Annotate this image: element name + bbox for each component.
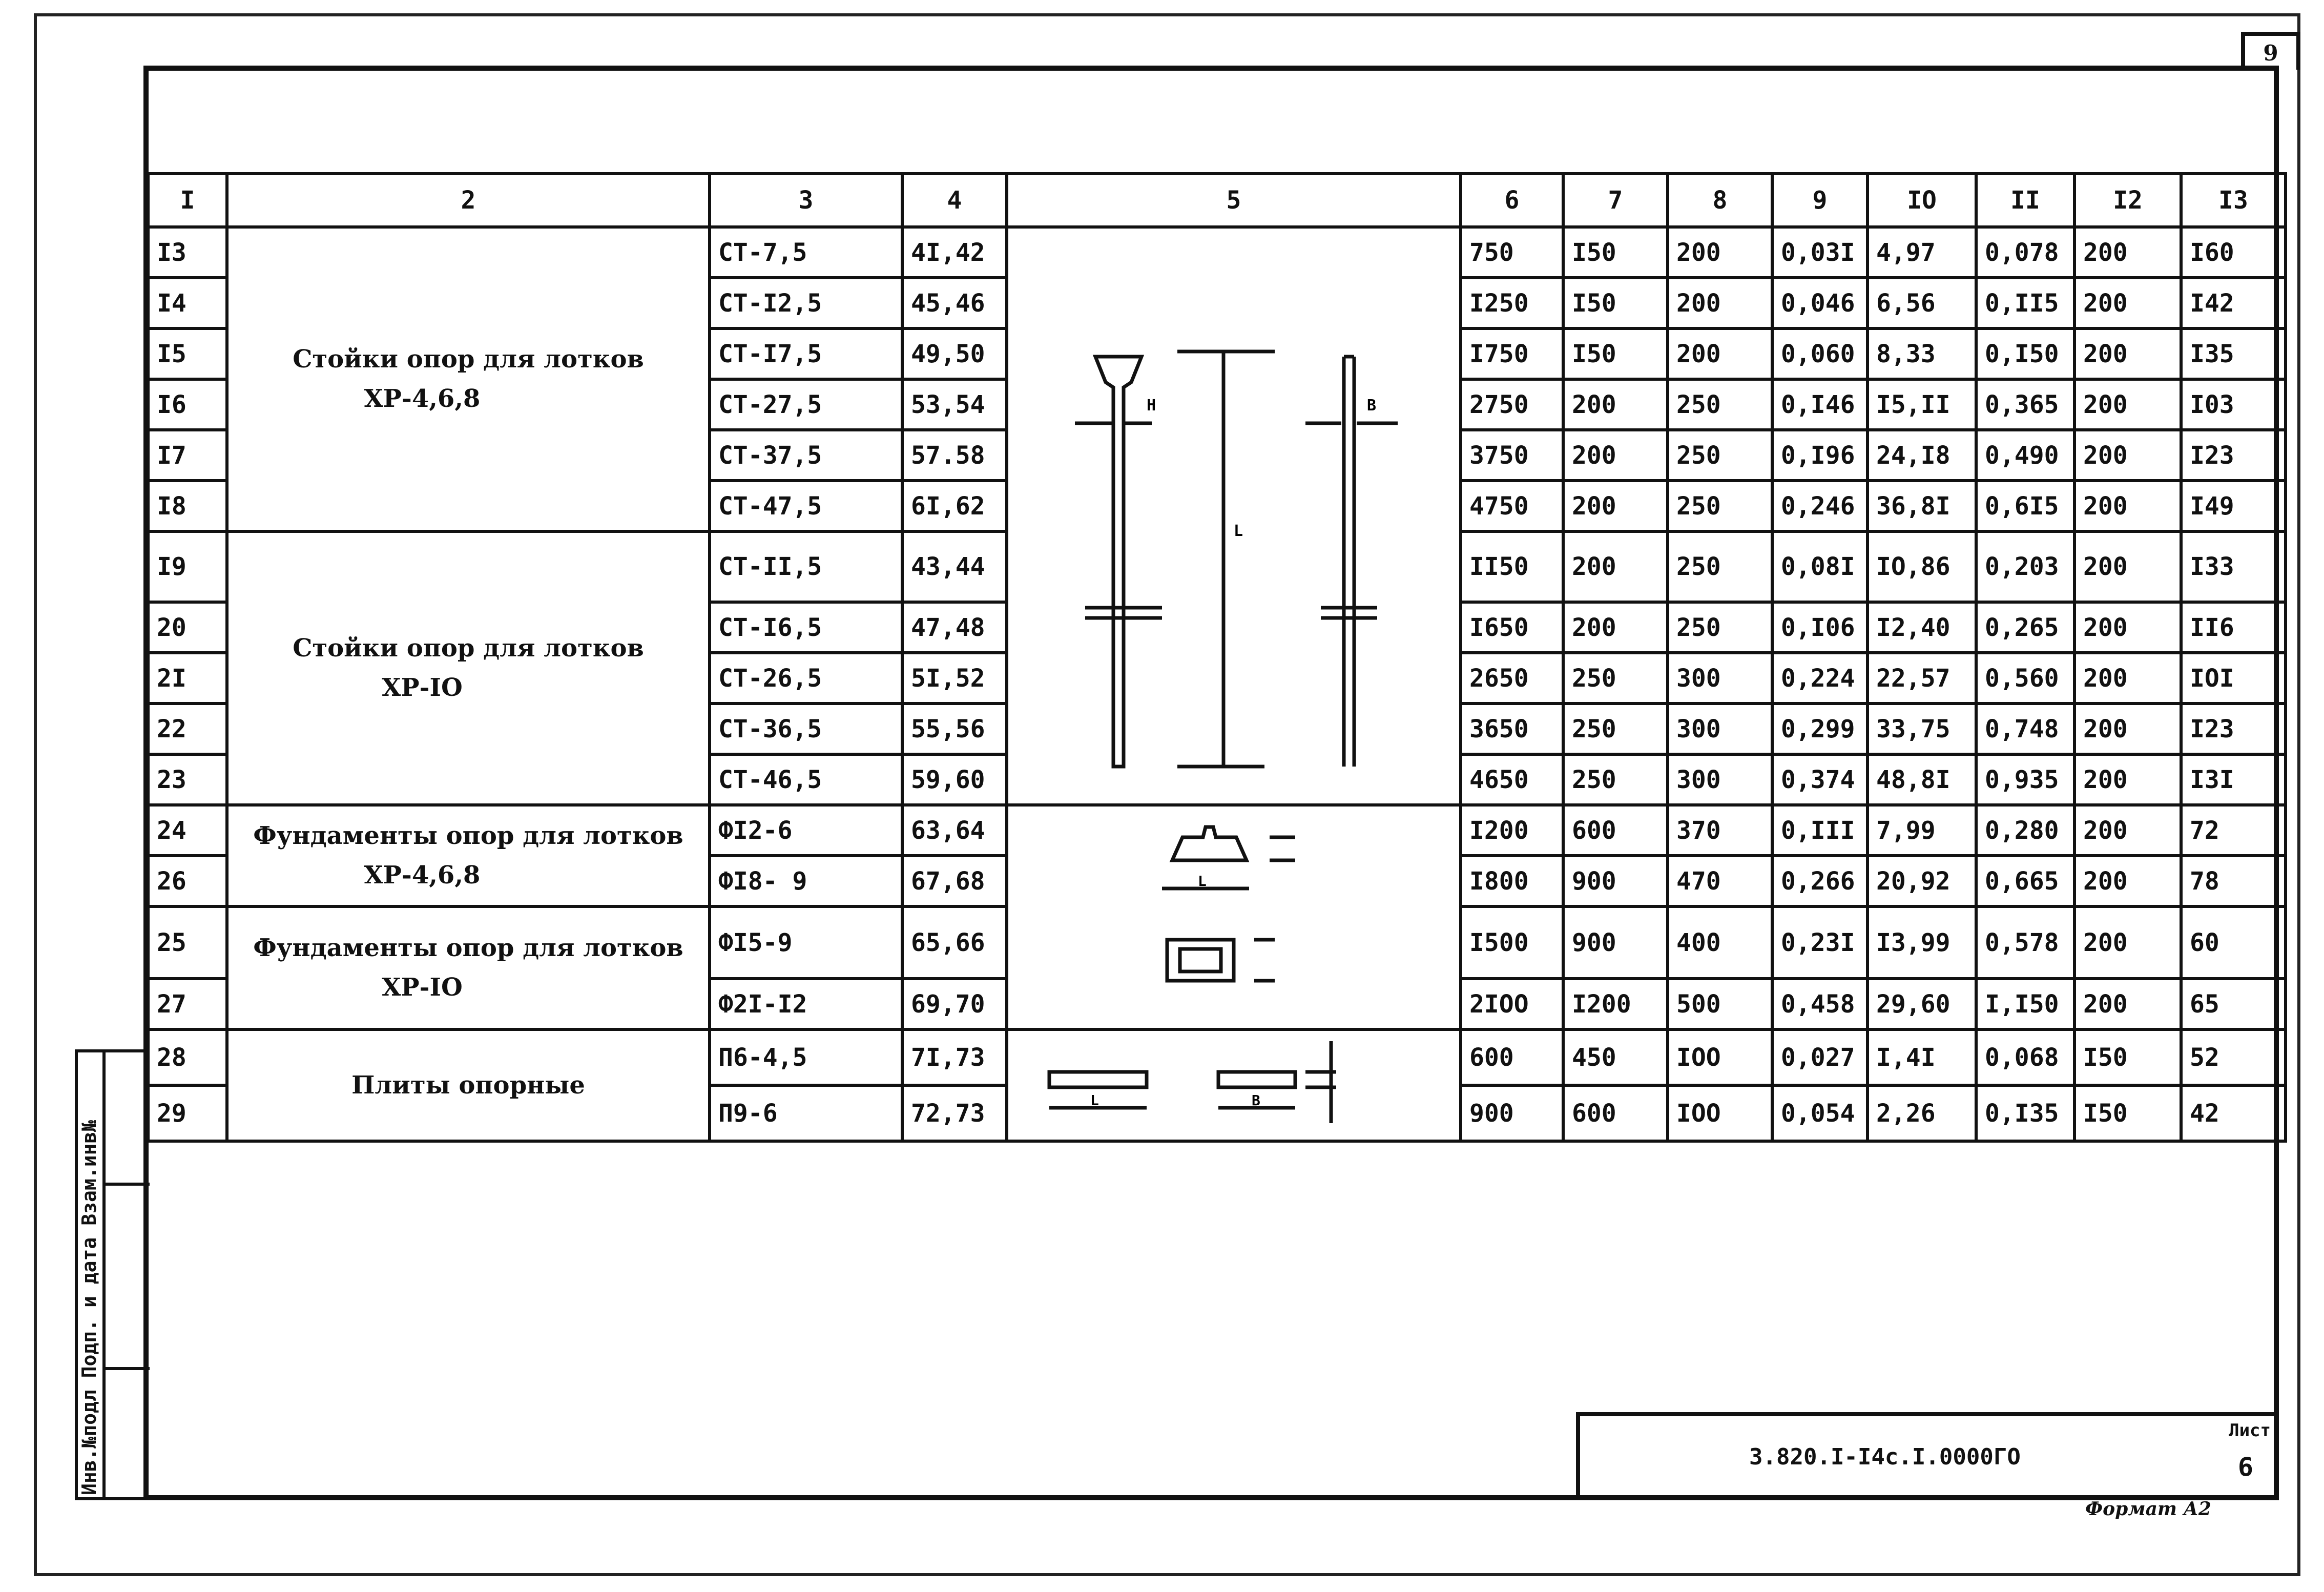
value-cell: 200	[1563, 602, 1668, 653]
value-cell: 600	[1563, 805, 1668, 856]
position-name: Стойки опор для лотков ХР-IO	[227, 531, 710, 805]
value-cell: 3650	[1461, 704, 1563, 754]
mark-cell: П9-6	[710, 1085, 902, 1141]
value-cell: 250	[1668, 379, 1772, 430]
value-cell: 470	[1668, 856, 1772, 906]
value-cell: 2,26	[1868, 1085, 1976, 1141]
value-cell: 200	[2074, 704, 2181, 754]
value-cell: 200	[2074, 379, 2181, 430]
value-cell: 0,265	[1976, 602, 2074, 653]
row-number: 22	[148, 704, 227, 754]
value-cell: 0,060	[1772, 328, 1868, 379]
value-cell: 370	[1668, 805, 1772, 856]
mark-cell: СТ-37,5	[710, 430, 902, 481]
value-cell: 20,92	[1868, 856, 1976, 906]
sheet-ref-cell: 6I,62	[902, 481, 1007, 531]
value-cell: 78	[2181, 856, 2286, 906]
value-cell: IOO	[1668, 1085, 1772, 1141]
value-cell: 0,560	[1976, 653, 2074, 704]
value-cell: 0,665	[1976, 856, 2074, 906]
value-cell: 0,068	[1976, 1029, 2074, 1085]
sheet-ref-cell: 63,64	[902, 805, 1007, 856]
value-cell: 0,224	[1772, 653, 1868, 704]
value-cell: 250	[1668, 531, 1772, 602]
value-cell: 22,57	[1868, 653, 1976, 704]
value-cell: 0,I46	[1772, 379, 1868, 430]
row-number: I5	[148, 328, 227, 379]
value-cell: I800	[1461, 856, 1563, 906]
value-cell: 65	[2181, 979, 2286, 1029]
position-name: Фундаменты опор для лотков ХР-4,6,8	[227, 805, 710, 906]
value-cell: 0,365	[1976, 379, 2074, 430]
header-cell: I2	[2074, 174, 2181, 227]
value-cell: 24,I8	[1868, 430, 1976, 481]
value-cell: I3,99	[1868, 906, 1976, 979]
mark-cell: ФI5-9	[710, 906, 902, 979]
value-cell: 200	[2074, 602, 2181, 653]
value-cell: I750	[1461, 328, 1563, 379]
value-cell: 200	[1563, 531, 1668, 602]
value-cell: 2750	[1461, 379, 1563, 430]
value-cell: 250	[1563, 704, 1668, 754]
value-cell: IOI	[2181, 653, 2286, 704]
row-number: 26	[148, 856, 227, 906]
value-cell: 600	[1461, 1029, 1563, 1085]
value-cell: 200	[2074, 805, 2181, 856]
value-cell: 900	[1563, 906, 1668, 979]
value-cell: I33	[2181, 531, 2286, 602]
sheet-ref-cell: 4I,42	[902, 227, 1007, 278]
mark-cell: Ф2I-I2	[710, 979, 902, 1029]
value-cell: 60	[2181, 906, 2286, 979]
value-cell: 200	[2074, 906, 2181, 979]
mark-cell: СТ-36,5	[710, 704, 902, 754]
sheet-ref-cell: 72,73	[902, 1085, 1007, 1141]
specification-table	[147, 172, 2287, 1143]
value-cell: 42	[2181, 1085, 2286, 1141]
value-cell: 0,I06	[1772, 602, 1868, 653]
value-cell: I250	[1461, 278, 1563, 328]
value-cell: I200	[1563, 979, 1668, 1029]
value-cell: 0,027	[1772, 1029, 1868, 1085]
value-cell: I23	[2181, 430, 2286, 481]
value-cell: I50	[1563, 278, 1668, 328]
value-cell: I200	[1461, 805, 1563, 856]
value-cell: 2IOO	[1461, 979, 1563, 1029]
value-cell: 0,078	[1976, 227, 2074, 278]
mark-cell: СТ-I7,5	[710, 328, 902, 379]
value-cell: 600	[1563, 1085, 1668, 1141]
value-cell: 0,054	[1772, 1085, 1868, 1141]
value-cell: I3I	[2181, 754, 2286, 805]
value-cell: 0,08I	[1772, 531, 1868, 602]
value-cell: 900	[1563, 856, 1668, 906]
sheet-ref-cell: 67,68	[902, 856, 1007, 906]
value-cell: 0,I96	[1772, 430, 1868, 481]
value-cell: I23	[2181, 704, 2286, 754]
value-cell: 7,99	[1868, 805, 1976, 856]
value-cell: 0,23I	[1772, 906, 1868, 979]
value-cell: I49	[2181, 481, 2286, 531]
value-cell: 36,8I	[1868, 481, 1976, 531]
header-cell: 7	[1563, 174, 1668, 227]
value-cell: I500	[1461, 906, 1563, 979]
header-row	[148, 174, 2286, 227]
header-cell: 6	[1461, 174, 1563, 227]
value-cell: 0,299	[1772, 704, 1868, 754]
mark-cell: СТ-II,5	[710, 531, 902, 602]
row-number: I7	[148, 430, 227, 481]
value-cell: 200	[2074, 754, 2181, 805]
value-cell: 0,748	[1976, 704, 2074, 754]
svg-text:L: L	[1090, 1092, 1099, 1109]
sheet-ref-cell: 55,56	[902, 704, 1007, 754]
header-cell: 4	[902, 174, 1007, 227]
value-cell: 4650	[1461, 754, 1563, 805]
value-cell: I50	[1563, 328, 1668, 379]
header-cell: 8	[1668, 174, 1772, 227]
header-cell: 5	[1007, 174, 1461, 227]
value-cell: I650	[1461, 602, 1563, 653]
title-sheet-number: 6	[2237, 1452, 2253, 1482]
value-cell: 200	[2074, 227, 2181, 278]
sheet-ref-cell: 53,54	[902, 379, 1007, 430]
value-cell: 2650	[1461, 653, 1563, 704]
value-cell: 200	[1563, 481, 1668, 531]
row-number: I4	[148, 278, 227, 328]
value-cell: 0,266	[1772, 856, 1868, 906]
value-cell: I42	[2181, 278, 2286, 328]
value-cell: 500	[1668, 979, 1772, 1029]
value-cell: 900	[1461, 1085, 1563, 1141]
value-cell: 450	[1563, 1029, 1668, 1085]
document-code: 3.820.I-I4с.I.0000ГО	[1749, 1444, 2021, 1470]
row-number: 23	[148, 754, 227, 805]
table-row	[148, 805, 2286, 856]
svg-text:В: В	[1367, 397, 1377, 415]
value-cell: 0,935	[1976, 754, 2074, 805]
value-cell: 250	[1563, 653, 1668, 704]
value-cell: 300	[1668, 754, 1772, 805]
sheet-ref-cell: 59,60	[902, 754, 1007, 805]
value-cell: 200	[2074, 481, 2181, 531]
value-cell: 200	[2074, 856, 2181, 906]
sketch-cell	[1007, 227, 1461, 805]
row-number: 2I	[148, 653, 227, 704]
sheet-number-box	[2241, 32, 2300, 70]
value-cell: 8,33	[1868, 328, 1976, 379]
svg-text:L: L	[1234, 522, 1243, 540]
value-cell: 250	[1668, 602, 1772, 653]
value-cell: II50	[1461, 531, 1563, 602]
row-number: I9	[148, 531, 227, 602]
sheet-ref-cell: 45,46	[902, 278, 1007, 328]
value-cell: I03	[2181, 379, 2286, 430]
value-cell: IO,86	[1868, 531, 1976, 602]
value-cell: II6	[2181, 602, 2286, 653]
value-cell: 200	[1668, 227, 1772, 278]
value-cell: 72	[2181, 805, 2286, 856]
position-name: Плиты опорные	[227, 1029, 710, 1141]
value-cell: 0,458	[1772, 979, 1868, 1029]
value-cell: 200	[1563, 430, 1668, 481]
slab-drawing	[1008, 1031, 1459, 1133]
value-cell: 4750	[1461, 481, 1563, 531]
value-cell: 300	[1668, 653, 1772, 704]
row-number: 24	[148, 805, 227, 856]
value-cell: 0,246	[1772, 481, 1868, 531]
value-cell: 4,97	[1868, 227, 1976, 278]
value-cell: I2,40	[1868, 602, 1976, 653]
post-drawing	[1008, 229, 1459, 797]
value-cell: 29,60	[1868, 979, 1976, 1029]
header-cell: I	[148, 174, 227, 227]
value-cell: 200	[2074, 430, 2181, 481]
sheet-ref-cell: 7I,73	[902, 1029, 1007, 1085]
header-cell: I3	[2181, 174, 2286, 227]
foundation-drawing	[1008, 807, 1459, 1022]
row-number: I6	[148, 379, 227, 430]
value-cell: 400	[1668, 906, 1772, 979]
value-cell: 200	[1668, 278, 1772, 328]
value-cell: 52	[2181, 1029, 2286, 1085]
value-cell: 3750	[1461, 430, 1563, 481]
value-cell: 200	[2074, 979, 2181, 1029]
value-cell: I50	[2074, 1029, 2181, 1085]
value-cell: 200	[2074, 328, 2181, 379]
sheet-ref-cell: 43,44	[902, 531, 1007, 602]
mark-cell: ФI2-6	[710, 805, 902, 856]
value-cell: 250	[1668, 481, 1772, 531]
svg-text:L: L	[1198, 873, 1207, 890]
header-cell: 3	[710, 174, 902, 227]
value-cell: 300	[1668, 704, 1772, 754]
sheet-ref-cell: 65,66	[902, 906, 1007, 979]
value-cell: I,4I	[1868, 1029, 1976, 1085]
row-number: I8	[148, 481, 227, 531]
svg-text:Н: Н	[1147, 397, 1156, 415]
value-cell: 0,374	[1772, 754, 1868, 805]
format-label: Формат А2	[2085, 1498, 2211, 1520]
sheet-ref-cell: 5I,52	[902, 653, 1007, 704]
row-number: 29	[148, 1085, 227, 1141]
value-cell: 33,75	[1868, 704, 1976, 754]
value-cell: 200	[2074, 531, 2181, 602]
value-cell: 48,8I	[1868, 754, 1976, 805]
value-cell: 0,II5	[1976, 278, 2074, 328]
value-cell: 6,56	[1868, 278, 1976, 328]
mark-cell: ФI8- 9	[710, 856, 902, 906]
mark-cell: СТ-I2,5	[710, 278, 902, 328]
mark-cell: П6-4,5	[710, 1029, 902, 1085]
mark-cell: СТ-7,5	[710, 227, 902, 278]
value-cell: 750	[1461, 227, 1563, 278]
mark-cell: СТ-I6,5	[710, 602, 902, 653]
title-block	[1576, 1412, 2274, 1500]
value-cell: I50	[1563, 227, 1668, 278]
mark-cell: СТ-47,5	[710, 481, 902, 531]
header-cell: II	[1976, 174, 2074, 227]
value-cell: I,I50	[1976, 979, 2074, 1029]
value-cell: I5,II	[1868, 379, 1976, 430]
row-number: 20	[148, 602, 227, 653]
sheet-ref-cell: 69,70	[902, 979, 1007, 1029]
row-number: 28	[148, 1029, 227, 1085]
sheet-ref-cell: 57.58	[902, 430, 1007, 481]
svg-text:В: В	[1252, 1092, 1260, 1109]
value-cell: 200	[2074, 653, 2181, 704]
sheet-ref-cell: 49,50	[902, 328, 1007, 379]
position-name: Стойки опор для лотков ХР-4,6,8	[227, 227, 710, 531]
value-cell: 250	[1668, 430, 1772, 481]
header-cell: IO	[1868, 174, 1976, 227]
sheet-number: 9	[2263, 40, 2278, 66]
side-stamp	[75, 1049, 147, 1500]
value-cell: I60	[2181, 227, 2286, 278]
row-number: 25	[148, 906, 227, 979]
row-number: 27	[148, 979, 227, 1029]
value-cell: 0,03I	[1772, 227, 1868, 278]
value-cell: 200	[1668, 328, 1772, 379]
value-cell: 200	[1563, 379, 1668, 430]
sheet-label: Лист	[2229, 1420, 2271, 1441]
sketch-cell	[1007, 1029, 1461, 1141]
mark-cell: СТ-26,5	[710, 653, 902, 704]
row-number: I3	[148, 227, 227, 278]
sheet-ref-cell: 47,48	[902, 602, 1007, 653]
header-cell: 9	[1772, 174, 1868, 227]
value-cell: 0,6I5	[1976, 481, 2074, 531]
header-cell: 2	[227, 174, 710, 227]
value-cell: 0,III	[1772, 805, 1868, 856]
mark-cell: СТ-46,5	[710, 754, 902, 805]
value-cell: 0,578	[1976, 906, 2074, 979]
sketch-cell	[1007, 805, 1461, 1029]
side-stamp-text: Инв.№подл Подп. и дата Взам.инв№	[78, 1120, 100, 1495]
value-cell: 0,490	[1976, 430, 2074, 481]
table-row	[148, 1029, 2286, 1085]
value-cell: 200	[2074, 278, 2181, 328]
position-name: Фундаменты опор для лотков ХР-IO	[227, 906, 710, 1029]
value-cell: I50	[2074, 1085, 2181, 1141]
value-cell: 250	[1563, 754, 1668, 805]
value-cell: 0,I50	[1976, 328, 2074, 379]
value-cell: 0,280	[1976, 805, 2074, 856]
value-cell: 0,I35	[1976, 1085, 2074, 1141]
table-row	[148, 227, 2286, 278]
value-cell: 0,046	[1772, 278, 1868, 328]
value-cell: 0,203	[1976, 531, 2074, 602]
mark-cell: СТ-27,5	[710, 379, 902, 430]
value-cell: I35	[2181, 328, 2286, 379]
value-cell: IOO	[1668, 1029, 1772, 1085]
